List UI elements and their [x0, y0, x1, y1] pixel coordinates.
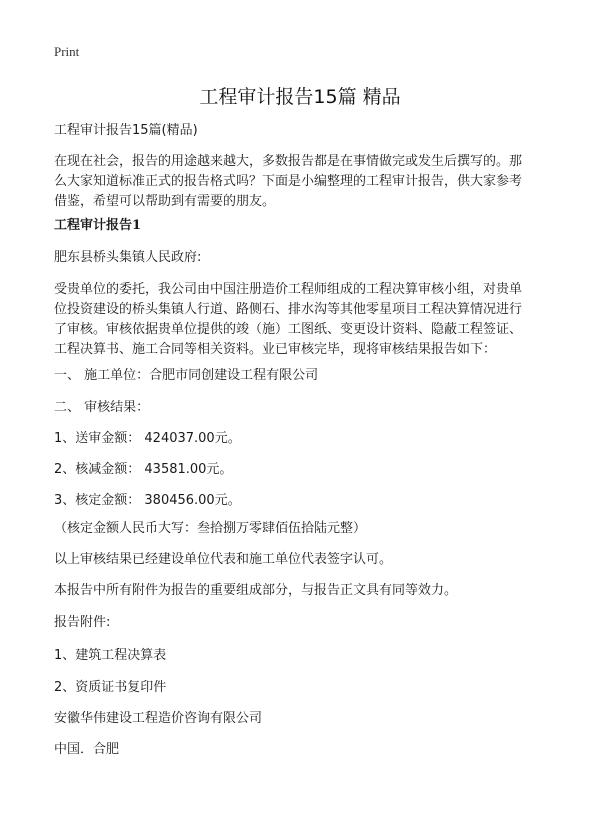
body-line: 了审核。审核依据贵单位提供的竣（施）工图纸、变更设计资料、隐蔽工程签证、 — [54, 322, 523, 337]
attachment-note: 本报告中所有附件为报告的重要组成部分，与报告正文具有同等效力。 — [54, 583, 458, 598]
body-paragraph — [54, 280, 554, 360]
company-name: 安徽华伟建设工程造价咨询有限公司 — [54, 711, 263, 726]
attachment-item: 1、建筑工程决算表 — [54, 648, 167, 663]
body-line: 位投资建设的桥头集镇人行道、路侧石、排水沟等其他零星项目工程决算情况进行 — [54, 302, 523, 317]
submitted-amount: 1、送审金额： 424037.00元。 — [54, 431, 241, 446]
document-title: 工程审计报告15篇 精品 — [199, 86, 401, 108]
intro-paragraph — [54, 152, 554, 212]
body-line: 受贵单位的委托，我公司由中国注册造价工程师组成的工程决算审核小组，对贵单 — [54, 282, 523, 297]
amount-in-words: （核定金额人民币大写：叁拾捌万零肆佰伍拾陆元整） — [54, 521, 367, 536]
reduced-amount: 2、核减金额： 43581.00元。 — [54, 462, 233, 477]
audit-result-item: 二、 审核结果： — [54, 400, 150, 415]
attachments-label: 报告附件: — [54, 615, 111, 630]
section-heading: 工程审计报告1 — [54, 218, 142, 233]
approved-amount: 3、核定金额： 380456.00元。 — [54, 493, 241, 508]
recipient-line: 肥东县桥头集镇人民政府: — [54, 250, 202, 265]
attachment-item: 2、资质证书复印件 — [54, 680, 167, 695]
document-subtitle: 工程审计报告15篇(精品) — [54, 123, 198, 138]
intro-line: 在现在社会，报告的用途越来越大，多数报告都是在事情做完或发生后撰写的。那 — [54, 154, 523, 169]
print-link[interactable]: Print — [54, 44, 80, 59]
body-line: 工程决算书、施工合同等相关资料。业已审核完毕，现将审核结果报告如下： — [54, 342, 497, 357]
location-line: 中国．合肥 — [54, 742, 120, 757]
construction-unit-item: 一、 施工单位：合肥市同创建设工程有限公司 — [54, 368, 319, 383]
intro-line: 借鉴，希望可以帮助到有需要的朋友。 — [54, 194, 276, 209]
intro-line: 么大家知道标准正式的报告格式吗？下面是小编整理的工程审计报告，供大家参考 — [54, 174, 523, 189]
confirmation-line: 以上审核结果已经建设单位代表和施工单位代表签字认可。 — [54, 552, 393, 567]
